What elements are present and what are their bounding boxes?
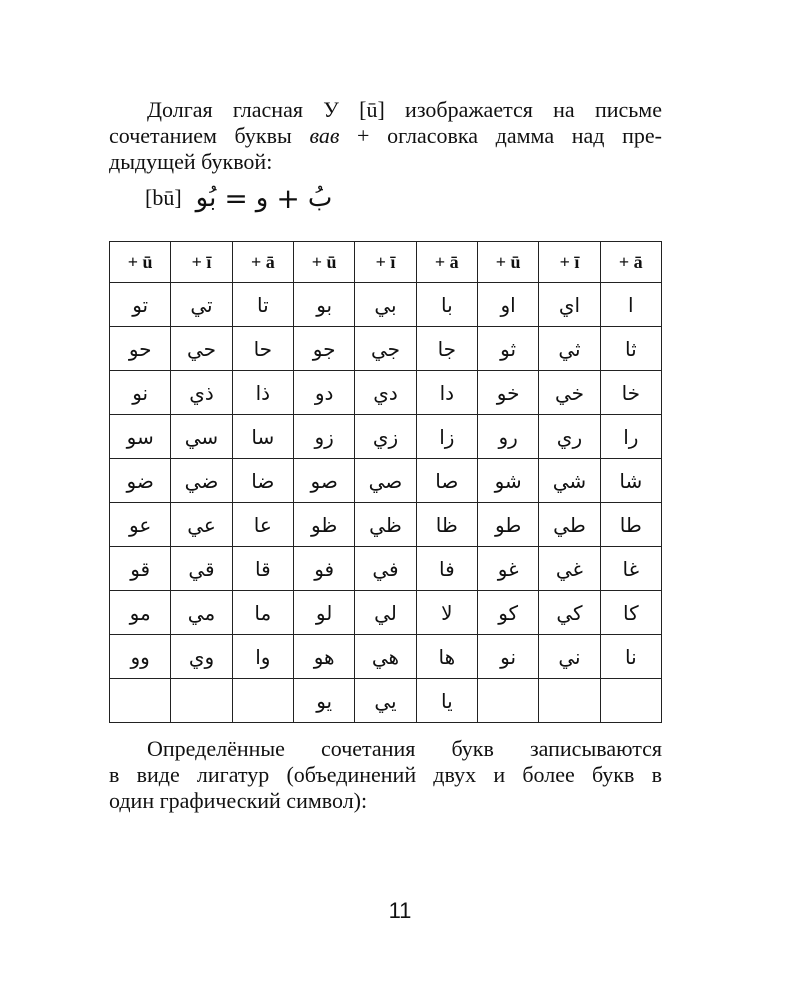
paragraph1-line2-italic: вав [309, 123, 340, 148]
table-cell: ذا [232, 371, 293, 415]
table-cell: سو [110, 415, 171, 459]
table-cell: وو [110, 635, 171, 679]
table-cell: جا [416, 327, 477, 371]
table-cell: تو [110, 283, 171, 327]
table-header-cell: + ā [600, 242, 661, 283]
table-cell: قو [110, 547, 171, 591]
table-row [110, 415, 662, 459]
table-cell: دي [355, 371, 416, 415]
table-cell: ري [539, 415, 600, 459]
table-cell [477, 679, 538, 723]
table-cell: لي [355, 591, 416, 635]
formula-result: بُو [195, 183, 217, 213]
table-cell: حو [110, 327, 171, 371]
table-cell: ضا [232, 459, 293, 503]
table-cell: مي [171, 591, 232, 635]
table-cell [232, 679, 293, 723]
paragraph1-line2-start: сочетанием буквы [109, 123, 310, 148]
table-header-cell: + ū [477, 242, 538, 283]
formula-base: بُ [307, 183, 333, 213]
table-cell: ضو [110, 459, 171, 503]
table-header-cell: + ī [539, 242, 600, 283]
table-cell: طي [539, 503, 600, 547]
table-cell: صا [416, 459, 477, 503]
table-row [110, 459, 662, 503]
table-header-cell: + ā [232, 242, 293, 283]
table-cell: كا [600, 591, 661, 635]
table-cell: غا [600, 547, 661, 591]
table-cell: جو [293, 327, 354, 371]
table-body [110, 283, 662, 723]
page-number: 11 [388, 898, 412, 923]
table-cell: اي [539, 283, 600, 327]
table-cell: لو [293, 591, 354, 635]
table-cell: جي [355, 327, 416, 371]
table-row [110, 679, 662, 723]
table-header-cell: + ī [171, 242, 232, 283]
table-row [110, 371, 662, 415]
table-cell: دا [416, 371, 477, 415]
table-cell: ثي [539, 327, 600, 371]
paragraph1-line2 [109, 123, 662, 149]
table-cell: نو [110, 371, 171, 415]
table-cell: وا [232, 635, 293, 679]
paragraph1-line1: Долгая гласная У [ū] изображается на письме [147, 97, 662, 122]
table-cell: وي [171, 635, 232, 679]
table-cell: يي [355, 679, 416, 723]
table-cell: بو [293, 283, 354, 327]
table-cell: زي [355, 415, 416, 459]
table-cell [171, 679, 232, 723]
table-cell: صي [355, 459, 416, 503]
table-cell: يو [293, 679, 354, 723]
table-cell: زا [416, 415, 477, 459]
table-cell: سا [232, 415, 293, 459]
table-cell: كو [477, 591, 538, 635]
table-cell: تا [232, 283, 293, 327]
table-cell: ا [600, 283, 661, 327]
paragraph1-line3: дыдущей буквой: [109, 149, 273, 174]
table-cell [539, 679, 600, 723]
table-cell: خا [600, 371, 661, 415]
table-cell: قا [232, 547, 293, 591]
table-cell: را [600, 415, 661, 459]
table-cell: سي [171, 415, 232, 459]
table-cell: كي [539, 591, 600, 635]
formula-plus: + [276, 181, 300, 215]
letter-combination-table [109, 241, 662, 723]
table-cell: طو [477, 503, 538, 547]
table-cell: فو [293, 547, 354, 591]
table-cell: او [477, 283, 538, 327]
table-cell: شا [600, 459, 661, 503]
table-header-cell: + ī [355, 242, 416, 283]
table-cell: با [416, 283, 477, 327]
paragraph2-line3: один графический символ): [109, 788, 368, 813]
table-cell: قي [171, 547, 232, 591]
table-cell: تي [171, 283, 232, 327]
formula-transliteration: [bū] [145, 185, 182, 210]
table-cell: خي [539, 371, 600, 415]
table-cell: ظا [416, 503, 477, 547]
table-header-cell: + ā [416, 242, 477, 283]
table-cell: عا [232, 503, 293, 547]
table-cell: دو [293, 371, 354, 415]
table-cell: ما [232, 591, 293, 635]
table-cell: شي [539, 459, 600, 503]
table-cell: رو [477, 415, 538, 459]
table-header-cell: + ū [110, 242, 171, 283]
table-cell: ظي [355, 503, 416, 547]
table-cell: ها [416, 635, 477, 679]
table-cell: عو [110, 503, 171, 547]
table-row [110, 635, 662, 679]
paragraph2-line2: в виде лигатур (объединений двух и более букв в [109, 762, 662, 787]
formula-example [145, 178, 332, 218]
table-cell: هي [355, 635, 416, 679]
table-header-cell: + ū [293, 242, 354, 283]
formula-letter: و [255, 183, 269, 213]
table-row [110, 327, 662, 371]
table-cell: هو [293, 635, 354, 679]
table-cell: مو [110, 591, 171, 635]
paragraph-ligatures [109, 736, 662, 814]
table-row [110, 503, 662, 547]
table-cell [600, 679, 661, 723]
paragraph-long-vowel-u [109, 97, 662, 175]
table-cell: ثا [600, 327, 661, 371]
table-cell: عي [171, 503, 232, 547]
table-cell: خو [477, 371, 538, 415]
formula-equals: = [224, 181, 248, 215]
table-cell: بي [355, 283, 416, 327]
table-cell: ضي [171, 459, 232, 503]
table-cell: ثو [477, 327, 538, 371]
table-cell [110, 679, 171, 723]
table-cell: صو [293, 459, 354, 503]
table-cell: غي [539, 547, 600, 591]
table-cell: شو [477, 459, 538, 503]
table-cell: في [355, 547, 416, 591]
table-cell: يا [416, 679, 477, 723]
table-row [110, 283, 662, 327]
table-cell: ذي [171, 371, 232, 415]
paragraph2-line1: Определённые сочетания букв записываются [147, 736, 662, 761]
table-cell: نو [477, 635, 538, 679]
table-cell: نا [600, 635, 661, 679]
table-row [110, 547, 662, 591]
table-cell: فا [416, 547, 477, 591]
table-row [110, 591, 662, 635]
table-cell: غو [477, 547, 538, 591]
table-cell: حي [171, 327, 232, 371]
table-cell: لا [416, 591, 477, 635]
paragraph1-line2-end: + огласовка дамма над пре- [339, 123, 663, 148]
table-cell: زو [293, 415, 354, 459]
table-cell: طا [600, 503, 661, 547]
table-cell: حا [232, 327, 293, 371]
table-cell: ظو [293, 503, 354, 547]
table-cell: ني [539, 635, 600, 679]
table-header-row [110, 242, 662, 283]
